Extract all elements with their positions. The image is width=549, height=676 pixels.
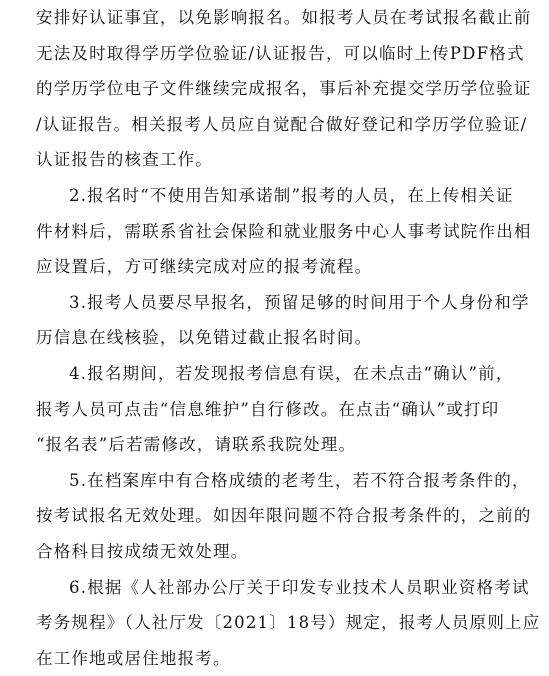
paragraph-3-line: 历信息在线核验，以免错过截止报名时间。 [36, 328, 373, 348]
paragraph-5-line: 按考试报名无效处理。如因年限问题不符合报考条件的，之前的 [36, 506, 532, 526]
paragraph-6-line: 考务规程》（人社厅发〔2021〕18号）规定，报考人员原则上应 [36, 613, 541, 633]
paragraph-4-line: “报名表”后若需修改，请联系我院处理。 [36, 435, 357, 455]
paragraph-3-line: 3.报考人员要尽早报名，预留足够的时间用于个人身份和学 [69, 292, 530, 312]
text-line: 安排好认证事宜，以免影响报名。如报考人员在考试报名截止前 [36, 8, 532, 27]
paragraph-2-line: 件材料后，需联系省社会保险和就业服务中心人事考试院作出相 [36, 221, 532, 241]
text-line: 无法及时取得学历学位验证/认证报告，可以临时上传PDF格式 [36, 43, 525, 63]
paragraph-2-line: 应设置后，方可继续完成对应的报考流程。 [36, 257, 373, 277]
paragraph-6-line: 6.根据《人社部办公厅关于印发专业技术人员职业资格考试 [69, 577, 530, 597]
paragraph-2-line: 2.报名时“不使用告知承诺制”报考的人员，在上传相关证 [69, 185, 514, 205]
paragraph-4-line: 4.报名期间，若发现报考信息有误，在未点击“确认”前， [69, 363, 514, 383]
paragraph-5-line: 5.在档案库中有合格成绩的老考生，若不符合报考条件的， [69, 470, 530, 490]
text-line: /认证报告。相关报考人员应自觉配合做好登记和学历学位验证/ [36, 114, 528, 134]
paragraph-4-line: 报考人员可点击“信息维护”自行修改。在点击“确认”或打印 [36, 399, 500, 419]
paragraph-6-line: 在工作地或居住地报考。 [36, 648, 231, 668]
text-line: 的学历学位电子文件继续完成报名，事后补充提交学历学位验证 [36, 79, 532, 99]
paragraph-5-line: 合格科目按成绩无效处理。 [36, 541, 249, 561]
text-line: 认证报告的核查工作。 [36, 150, 213, 170]
